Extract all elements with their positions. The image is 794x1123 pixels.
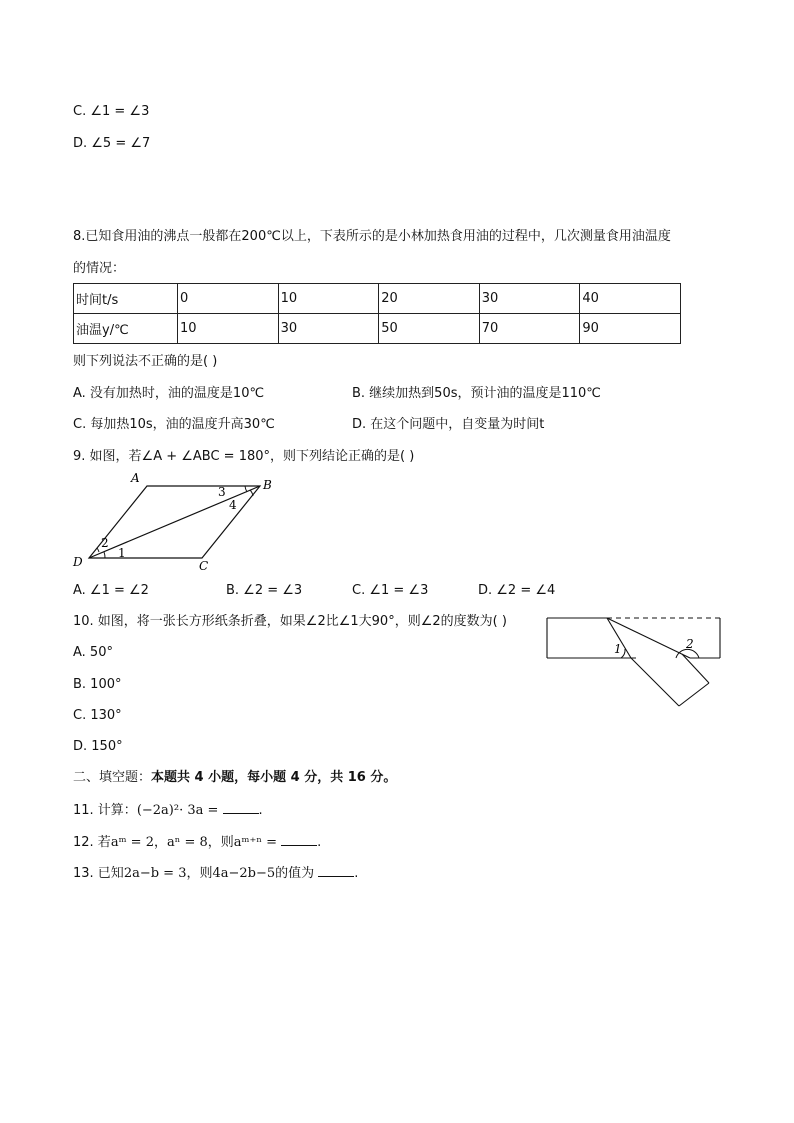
label-angle-3: 3 bbox=[218, 485, 226, 499]
q12-prefix: 12. 若 bbox=[73, 835, 111, 850]
q9-stem: 9. 如图，若∠A + ∠ABC = 180°，则下列结论正确的是( ) bbox=[73, 449, 415, 464]
q13-suffix: . bbox=[354, 866, 359, 881]
q11-prefix: 11. 计算： bbox=[73, 803, 137, 818]
table-cell: 50 bbox=[379, 314, 480, 344]
table-cell: 40 bbox=[580, 284, 681, 314]
q13 bbox=[73, 864, 358, 882]
table-cell: 0 bbox=[178, 284, 279, 314]
table-row-time bbox=[74, 284, 681, 314]
q10-option-c: C. 130° bbox=[73, 708, 122, 723]
section-2-prefix: 二、填空题： bbox=[73, 770, 152, 785]
q11-suffix: . bbox=[258, 803, 263, 818]
q8-question: 则下列说法不正确的是( ) bbox=[73, 354, 218, 369]
diagonal-db bbox=[89, 486, 260, 558]
q11-expression: (−2a)²· 3a = bbox=[136, 803, 219, 818]
label-a: A bbox=[131, 471, 140, 485]
section-2-title: 本题共 4 小题，每小题 4 分，共 16 分。 bbox=[151, 770, 397, 785]
table-cell: 30 bbox=[278, 314, 379, 344]
q8-option-a: A. 没有加热时，油的温度是10℃ bbox=[73, 386, 265, 401]
label-angle-4: 4 bbox=[229, 498, 237, 512]
q12 bbox=[73, 833, 321, 851]
q12-suffix: . bbox=[317, 835, 322, 850]
q10-stem: 10. 如图，将一张长方形纸条折叠，如果∠2比∠1大90°，则∠2的度数为( ) bbox=[73, 614, 507, 629]
q9-option-c: C. ∠1 = ∠3 bbox=[352, 583, 429, 598]
q11-answer-blank bbox=[223, 801, 259, 814]
q10-option-d: D. 150° bbox=[73, 739, 123, 754]
q9-option-a: A. ∠1 = ∠2 bbox=[73, 583, 149, 598]
label-c: C bbox=[199, 559, 209, 573]
q9-option-d: D. ∠2 = ∠4 bbox=[478, 583, 556, 598]
label-angle-2: 2 bbox=[686, 637, 694, 651]
q7-option-d: D. ∠5 = ∠7 bbox=[73, 136, 151, 151]
q8-option-b: B. 继续加热到50s，预计油的温度是110℃ bbox=[352, 386, 601, 401]
q9-parallelogram-figure bbox=[60, 468, 290, 576]
q10-option-b: B. 100° bbox=[73, 677, 122, 692]
folded-edge-left bbox=[631, 658, 679, 706]
q8-option-d: D. 在这个问题中，自变量为时间t bbox=[352, 417, 545, 432]
angle-3-arc bbox=[245, 486, 247, 492]
label-angle-1: 1 bbox=[614, 642, 622, 656]
section-2-heading bbox=[73, 770, 396, 786]
label-angle-1: 1 bbox=[118, 546, 126, 560]
label-d: D bbox=[73, 555, 83, 569]
q12-answer-blank bbox=[281, 833, 317, 846]
table-cell: 时间t/s bbox=[74, 284, 178, 314]
label-b: B bbox=[263, 478, 272, 492]
q8-stem-line1: 8.已知食用油的沸点一般都在200℃以上，下表所示的是小林加热食用油的过程中，几次测量食用油温度 bbox=[73, 229, 671, 244]
table-row-temp bbox=[74, 314, 681, 344]
q10-folded-strip-figure bbox=[545, 612, 725, 712]
q12-expression: aᵐ = 2，aⁿ = 8，则aᵐ⁺ⁿ = bbox=[110, 835, 278, 850]
q11 bbox=[73, 801, 263, 819]
q10-option-a: A. 50° bbox=[73, 645, 113, 660]
angle-1-arc bbox=[104, 552, 105, 558]
label-angle-2: 2 bbox=[101, 536, 109, 550]
q8-stem-line2: 的情况： bbox=[73, 261, 126, 276]
q8-data-table bbox=[73, 283, 681, 344]
q7-option-c: C. ∠1 = ∠3 bbox=[73, 104, 150, 119]
table-cell: 10 bbox=[278, 284, 379, 314]
folded-edge-end bbox=[679, 683, 709, 706]
angle-4-arc bbox=[250, 490, 253, 496]
table-cell: 油温y/℃ bbox=[74, 314, 178, 344]
table-cell: 20 bbox=[379, 284, 480, 314]
q9-option-b: B. ∠2 = ∠3 bbox=[226, 583, 303, 598]
q13-prefix: 13. 已知 bbox=[73, 866, 124, 881]
q13-answer-blank bbox=[318, 864, 354, 877]
table-cell: 70 bbox=[479, 314, 580, 344]
table-cell: 10 bbox=[178, 314, 279, 344]
q13-expression: 2a−b = 3，则4a−2b−5的值为 bbox=[123, 866, 315, 881]
table-cell: 30 bbox=[479, 284, 580, 314]
table-cell: 90 bbox=[580, 314, 681, 344]
q8-option-c: C. 每加热10s，油的温度升高30℃ bbox=[73, 417, 275, 432]
angle-2-arc bbox=[97, 548, 99, 552]
